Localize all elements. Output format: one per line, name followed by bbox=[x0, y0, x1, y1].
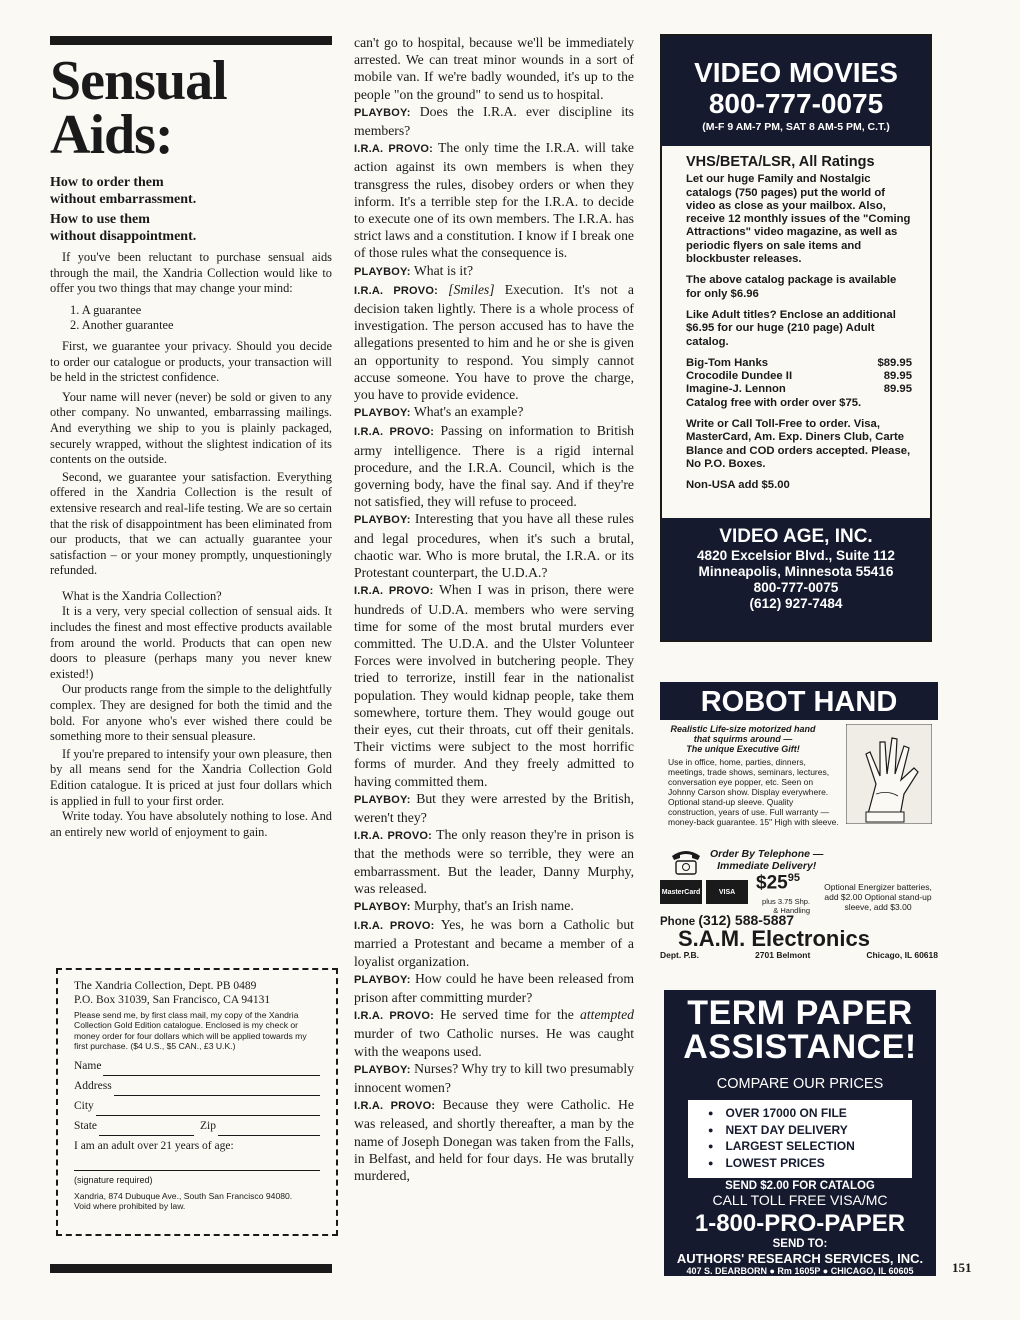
interview-column bbox=[354, 34, 634, 1184]
interview-answer: I.R.A. PROVO: [Smiles] Execution. It's not a decision taken lightly. There is a whole process of investigation. The person accused has to have the allegations presented to him and he or she is given an opportunity to respond. You simply cannot accuse someone. You have to prove the charge, you have to provide evidence. bbox=[354, 281, 634, 403]
interview-answer: I.R.A. PROVO: He served time for the attempted murder of two Catholic nurses. He was caught with the weapons used. bbox=[354, 1007, 635, 1059]
body-paragraph: If you're prepared to intensify your own pleasure, then by all means send for the Xandria Collection Gold Edition catalogue. It is priced at just four dollars which is applied in full to your first order. bbox=[50, 746, 332, 808]
subhead-use: How to use them without disappointment. bbox=[50, 212, 197, 244]
interview-question: PLAYBOY: Nurses? Why try to kill two presumably innocent women? bbox=[354, 1060, 635, 1095]
shipping-note: plus 3.75 Shp. & Handling bbox=[762, 897, 810, 915]
term-paper-company: AUTHORS' RESEARCH SERVICES, INC. bbox=[676, 1251, 924, 1266]
state-zip-field[interactable]: State Zip bbox=[74, 1116, 320, 1136]
question-heading: What is the Xandria Collection? bbox=[62, 588, 222, 603]
price-row: Big-Tom Hanks $89.95 bbox=[686, 356, 912, 369]
page-number: 151 bbox=[952, 1260, 972, 1275]
order-coupon bbox=[56, 968, 338, 1236]
video-address: Minneapolis, Minnesota 55416 bbox=[698, 564, 894, 579]
robot-hand-price: $\$25^{95}$ bbox=[756, 872, 800, 894]
call-toll-free: CALL TOLL FREE VISA/MC bbox=[712, 1192, 888, 1208]
guarantee-list-item: 2. Another guarantee bbox=[70, 318, 174, 333]
interview-question: PLAYBOY: What is it? bbox=[354, 262, 474, 278]
robot-hand-tagline: Realistic Life-size motorized hand that squirms around — The unique Executive Gift! bbox=[670, 724, 816, 754]
robot-hand-phone[interactable]: Phone (312) 588-5887 bbox=[660, 912, 795, 928]
term-paper-features bbox=[688, 1100, 912, 1178]
sensual-title-line1: Sensual bbox=[50, 50, 227, 112]
visa-logo: VISA bbox=[706, 880, 748, 904]
compare-prices: COMPARE OUR PRICES bbox=[716, 1076, 884, 1092]
term-paper-ad bbox=[664, 990, 936, 1276]
bottom-rule-left bbox=[50, 1264, 332, 1273]
body-paragraph: First, we guarantee your privacy. Should you decide to order our catalogue or products, your transaction will be held in the strictest confidence. bbox=[50, 338, 332, 385]
coupon-address-line: P.O. Box 31039, San Francisco, CA 94131 bbox=[74, 993, 271, 1006]
feature-item: ● LARGEST SELECTION bbox=[708, 1139, 912, 1156]
coupon-address-line: The Xandria Collection, Dept. PB 0489 bbox=[74, 980, 257, 992]
robot-hand-company: S.A.M. Electronics bbox=[678, 926, 870, 951]
robot-hand-illustration bbox=[846, 724, 932, 824]
video-phone[interactable]: 800-777-0075 bbox=[753, 580, 839, 595]
body-paragraph: Write today. You have absolutely nothing to lose. And an entirely new world of enjoyment to gain. bbox=[50, 809, 332, 839]
interview-question: PLAYBOY: Interesting that you have all these rules and legal procedures, when it's such a brutal, chaotic war. Who is more brutal, the I.R.A. or its Protestant counterpart, the U.D.A.? bbox=[354, 511, 634, 581]
video-ad-footer bbox=[662, 518, 930, 640]
interview-answer: I.R.A. PROVO: The only reason they're in prison is that the methods were so terrible, they were an embarrassment. But the leader, Danny Murphy, was released. bbox=[354, 827, 634, 896]
guarantee-list-item: 1. A guarantee bbox=[70, 302, 142, 317]
video-ad-title: VIDEO MOVIES bbox=[694, 57, 898, 88]
robot-hand-address: Dept. P.B. 2701 Belmont Chicago, IL 60618 bbox=[660, 950, 938, 960]
term-paper-title: ASSISTANCE! bbox=[683, 1028, 917, 1066]
feature-item: ● LOWEST PRICES bbox=[708, 1156, 912, 1173]
optional-extras: Optional Energizer batteries, add $2.00 Optional stand-up sleeve, add $3.00 bbox=[824, 882, 932, 912]
video-ad-hours: (M-F 9 AM-7 PM, SAT 8 AM-5 PM, C.T.) bbox=[702, 121, 890, 133]
interview-paragraph: can't go to hospital, because we'll be immediately arrested. We can treat minor wounds in a sort of mobile van. If we're badly wounded, it's up to the people "on the ground" to send us to hospital. bbox=[354, 35, 634, 102]
sensual-title bbox=[50, 50, 332, 166]
robot-hand-title: ROBOT HAND bbox=[660, 682, 938, 720]
video-ad-phone[interactable]: 800-777-0075 bbox=[708, 88, 884, 119]
interview-question: PLAYBOY: Does the I.R.A. ever discipline its members? bbox=[354, 103, 634, 139]
sensual-title-line2: Aids: bbox=[50, 104, 173, 166]
interview-answer: I.R.A. PROVO: Because they were Catholic. He was released, and shortly thereafter, a man by the name of Joseph Donegan was taken from the Falls, in Belfast, and held for four days. He was brutally murdered, bbox=[354, 1097, 634, 1183]
sensual-aids-ad bbox=[50, 50, 332, 840]
coupon-order-text: Please send me, by first class mail, my copy of the Xandria Collection Gold Edition catalogue. Enclosed is my check or money order for four dollars which will be applied towards my first purchase. ($4 U.S., $5 CAN., £3 U.K.) bbox=[74, 1010, 307, 1052]
video-company: VIDEO AGE, INC. bbox=[719, 526, 873, 547]
body-paragraph: Our products range from the simple to the delightfully complex. They are designed for both the timid and the bold. For anyone who's ever wished there could be something more to their sensual pleasure. bbox=[50, 682, 332, 744]
video-phone[interactable]: (612) 927-7484 bbox=[749, 596, 843, 611]
city-field[interactable]: City bbox=[74, 1096, 320, 1116]
video-ad-header bbox=[662, 36, 930, 146]
subhead-order: How to order them without embarrassment. bbox=[50, 175, 197, 207]
interview-answer: I.R.A. PROVO: When I was in prison, there were hundreds of U.D.A. members who were serving time for some of the most brutal murders ever committed. The U.D.A. and the Ulster Volunteer Forces were involved in butchering people. They tried to terrorize, instill fear in the nationalist population. They would kidnap people, take them somewhere, torture them. They would gouge out their eyes, cut their throats, cut off their genitals. Their victims were subject to the most horrific forms of murder. And they freely admitted to having committed them. bbox=[354, 582, 634, 789]
intro-paragraph: If you've been reluctant to purchase sensual aids through the mail, the Xandria Collection would like to offer you two things that may change your mind: bbox=[50, 250, 332, 296]
price-row: Imagine-J. Lennon 89.95 bbox=[686, 383, 912, 396]
non-usa-note: Non-USA add $5.00 bbox=[686, 479, 790, 492]
card-logos bbox=[660, 880, 748, 904]
video-movies-ad bbox=[660, 34, 932, 642]
feature-item: ● OVER 17000 ON FILE bbox=[708, 1106, 912, 1123]
telephone-icon bbox=[668, 846, 704, 876]
video-ad-text: Like Adult titles? Enclose an additional $6.95 for our huge (210 page) Adult catalog. bbox=[686, 308, 896, 348]
video-ad-text: Let our huge Family and Nostalgic catalogs (750 pages) put the world of video as close as your mailbox. Also, receive 12 monthly issues of the "Coming Attractions" video magazine, as well as periodic flyers on sale items and blockbuster releases. bbox=[686, 173, 911, 266]
free-catalog-note: Catalog free with order over $75. bbox=[686, 396, 862, 409]
send-to: SEND TO: bbox=[772, 1238, 828, 1250]
video-ad-body bbox=[662, 146, 930, 493]
price-row: Crocodile Dundee II 89.95 bbox=[686, 370, 912, 383]
feature-item: ● NEXT DAY DELIVERY bbox=[708, 1123, 912, 1140]
body-paragraph: Second, we guarantee your satisfaction. Everything offered in the Xandria Collection is the result of extensive research and real-life testing. We are so certain that the risk of disappointment has been eliminated from our products, that we can actually guarantee your satisfaction – or your money promptly, unquestioningly refunded. bbox=[50, 469, 332, 578]
name-field[interactable]: Name bbox=[74, 1056, 320, 1076]
coupon-footer: Xandria, 874 Dubuque Ave., South San Francisco 94080. Void where prohibited by law. bbox=[74, 1190, 293, 1212]
address-field[interactable]: Address bbox=[74, 1076, 320, 1096]
signature-line[interactable]: (signature required) bbox=[74, 1170, 320, 1185]
term-paper-phone[interactable]: 1-800-PRO-PAPER bbox=[694, 1210, 906, 1237]
robot-hand-ad bbox=[660, 682, 938, 964]
interview-question: PLAYBOY: But they were arrested by the British, weren't they? bbox=[354, 790, 634, 825]
interview-answer: I.R.A. PROVO: Yes, he was born a Catholic but married a Protestant and became a member of a loyalist organization. bbox=[354, 917, 634, 969]
term-paper-title: TERM PAPER bbox=[687, 994, 913, 1032]
robot-hand-description: Use in office, home, parties, dinners, meetings, trade shows, seminars, lectures, conversation eye popper, etc. Seen on Johnny Carson show. Display everywhere. Optional stand-up sleeve. Quality construction, years of use. Full warranty — money-back guarantee. 15" High with sleeve. bbox=[668, 757, 839, 827]
video-ad-text: Write or Call Toll-Free to order. Visa, MasterCard, Am. Exp. Diners Club, Carte Blance and COD orders accepted. Please, No P.O. Boxes. bbox=[686, 418, 911, 470]
interview-answer: I.R.A. PROVO: The only time the I.R.A. will take action against its own members is when they transgress the rules, disobey orders or when they inform. It's a terrible step for the I.R.A. to decide to execute one of its own members. The I.R.A. has strict laws and a constitution. I know if I break one of those rules what the consequence is. bbox=[354, 140, 634, 261]
body-paragraph: It is a very, very special collection of sensual aids. It includes the finest and most effective products available from around the world. Products that can open new doors to pleasure (perhaps many you never knew existed!) bbox=[50, 604, 332, 681]
video-price-list bbox=[686, 357, 912, 410]
interview-question: PLAYBOY: Murphy, that's an Irish name. bbox=[354, 897, 574, 913]
adult-declaration: I am an adult over 21 years of age: bbox=[74, 1139, 234, 1152]
video-ad-formats: VHS/BETA/LSR, All Ratings bbox=[686, 154, 875, 170]
video-ad-text: The above catalog package is available for only $6.96 bbox=[686, 274, 897, 300]
term-paper-address: 407 S. DEARBORN ● Rm 1605P ● CHICAGO, IL 60605 bbox=[686, 1266, 914, 1276]
body-paragraph: Your name will never (never) be sold or given to any other company. No unwanted, embarrassing mailings. And everything we ship to you is plainly packaged, securely wrapped, without the slightest indication of its contents on the outside. bbox=[50, 389, 332, 467]
top-rule-left bbox=[50, 36, 332, 45]
catalog-price: SEND $2.00 FOR CATALOG bbox=[725, 1180, 875, 1192]
interview-question: PLAYBOY: What's an example? bbox=[354, 404, 524, 420]
order-by-telephone: Order By Telephone — Immediate Delivery! bbox=[710, 848, 824, 872]
interview-question: PLAYBOY: How could he have been released from prison after committing murder? bbox=[354, 970, 635, 1005]
video-address: 4820 Excelsior Blvd., Suite 112 bbox=[697, 548, 895, 563]
interview-answer: I.R.A. PROVO: Passing on information to British army intelligence. There is a rigid internal procedure, and the I.R.A. Council, which is the governing body, have the final say. And if they're not satisfied, they will refuse to proceed. bbox=[354, 423, 634, 510]
mastercard-logo: MasterCard bbox=[660, 880, 702, 904]
